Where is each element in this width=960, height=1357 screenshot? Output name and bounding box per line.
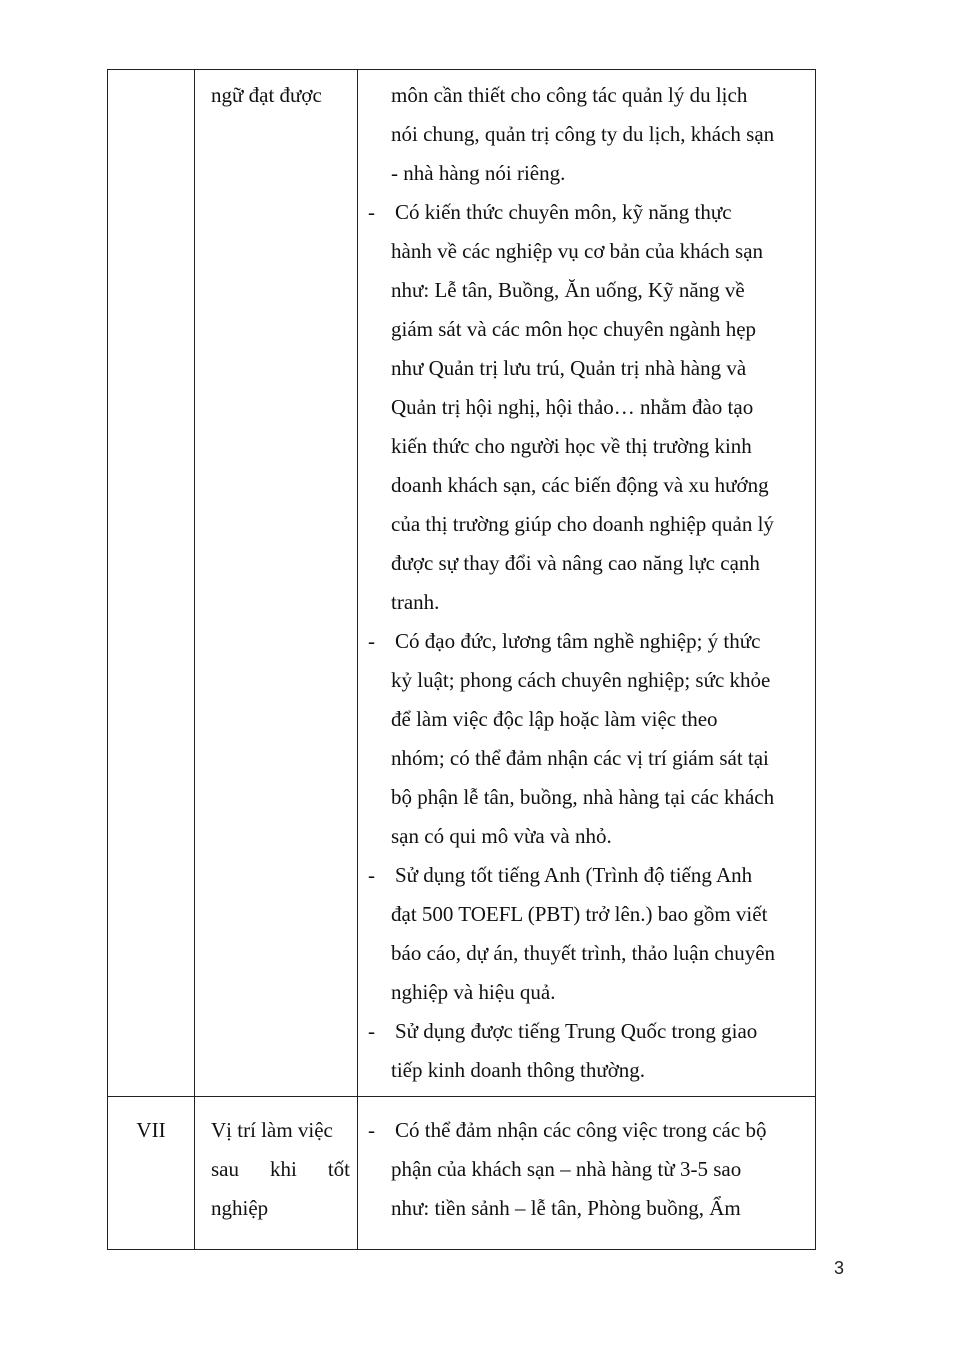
label-line: nghiệp xyxy=(211,1196,269,1220)
label-word: sau xyxy=(211,1157,239,1181)
label-line-justified xyxy=(211,1150,350,1189)
table-row-vii xyxy=(108,1097,816,1250)
cell-content xyxy=(358,1097,816,1250)
continuation-paragraph xyxy=(366,76,809,193)
text-line: Có kiến thức chuyên môn, kỹ năng thực xyxy=(395,200,732,224)
text-line: được sự thay đổi và nâng cao năng lực cạnh xyxy=(391,551,760,575)
text-line: như Quản trị lưu trú, Quản trị nhà hàng và xyxy=(391,356,747,380)
label-word: khi xyxy=(269,1157,297,1181)
text-line: môn cần thiết cho công tác quản lý du lịch xyxy=(391,83,748,107)
text-line: kiến thức cho người học về thị trường kinh xyxy=(391,434,752,458)
bullet-dash: - xyxy=(368,1019,375,1043)
text-line: Sử dụng được tiếng Trung Quốc trong giao xyxy=(395,1019,758,1043)
cell-content xyxy=(358,70,816,1097)
text-line: doanh khách sạn, các biến động và xu hướng xyxy=(391,473,769,497)
section-number: VII xyxy=(136,1118,166,1142)
cell-number xyxy=(108,1097,195,1250)
text-line: bộ phận lễ tân, buồng, nhà hàng tại các khách xyxy=(391,785,775,809)
text-line: - nhà hàng nói riêng. xyxy=(391,161,566,185)
cell-label xyxy=(195,70,358,1097)
table-row-continued xyxy=(108,70,816,1097)
text-line: tranh. xyxy=(391,590,440,614)
label-word: tốt xyxy=(327,1157,350,1181)
bullet-item xyxy=(366,1111,809,1228)
text-line: tiếp kinh doanh thông thường. xyxy=(391,1058,646,1082)
bullet-dash: - xyxy=(368,200,375,224)
text-line: Sử dụng tốt tiếng Anh (Trình độ tiếng Anh xyxy=(395,863,753,887)
text-line: Có thể đảm nhận các công việc trong các bộ xyxy=(395,1118,767,1142)
text-line: của thị trường giúp cho doanh nghiệp quản lý xyxy=(391,512,774,536)
bullet-dash: - xyxy=(368,863,375,887)
text-line: đạt 500 TOEFL (PBT) trở lên.) bao gồm viết xyxy=(391,902,768,926)
text-line: như: Lễ tân, Buồng, Ăn uống, Kỹ năng về xyxy=(391,278,745,302)
bullet-item xyxy=(366,856,809,1012)
text-line: nói chung, quản trị công ty du lịch, khách sạn xyxy=(391,122,775,146)
program-spec-table xyxy=(107,69,816,1250)
text-line: kỷ luật; phong cách chuyên nghiệp; sức khỏe xyxy=(391,668,771,692)
text-line: Quản trị hội nghị, hội thảo… nhằm đào tạo xyxy=(391,395,754,419)
cell-label xyxy=(195,1097,358,1250)
bullet-dash: - xyxy=(368,629,375,653)
bullet-dash: - xyxy=(368,1118,375,1142)
text-line: giám sát và các môn học chuyên ngành hẹp xyxy=(391,317,757,341)
text-line: nhóm; có thể đảm nhận các vị trí giám sát tại xyxy=(391,746,769,770)
page-number: 3 xyxy=(834,1258,845,1278)
text-line: Có đạo đức, lương tâm nghề nghiệp; ý thức xyxy=(395,629,761,653)
label-line: ngữ đạt được xyxy=(211,83,322,107)
text-line: hành về các nghiệp vụ cơ bản của khách sạn xyxy=(391,239,764,263)
text-line: để làm việc độc lập hoặc làm việc theo xyxy=(391,707,718,731)
bullet-item xyxy=(366,622,809,856)
text-line: sạn có qui mô vừa và nhỏ. xyxy=(391,824,612,848)
text-line: như: tiền sảnh – lễ tân, Phòng buồng, Ẩm xyxy=(391,1196,741,1220)
text-line: nghiệp và hiệu quả. xyxy=(391,980,556,1004)
label-line: Vị trí làm việc xyxy=(211,1118,333,1142)
bullet-item xyxy=(366,193,809,622)
text-line: báo cáo, dự án, thuyết trình, thảo luận chuyên xyxy=(391,941,776,965)
text-line: phận của khách sạn – nhà hàng từ 3-5 sao xyxy=(391,1157,742,1181)
cell-number xyxy=(108,70,195,1097)
bullet-item xyxy=(366,1012,809,1090)
